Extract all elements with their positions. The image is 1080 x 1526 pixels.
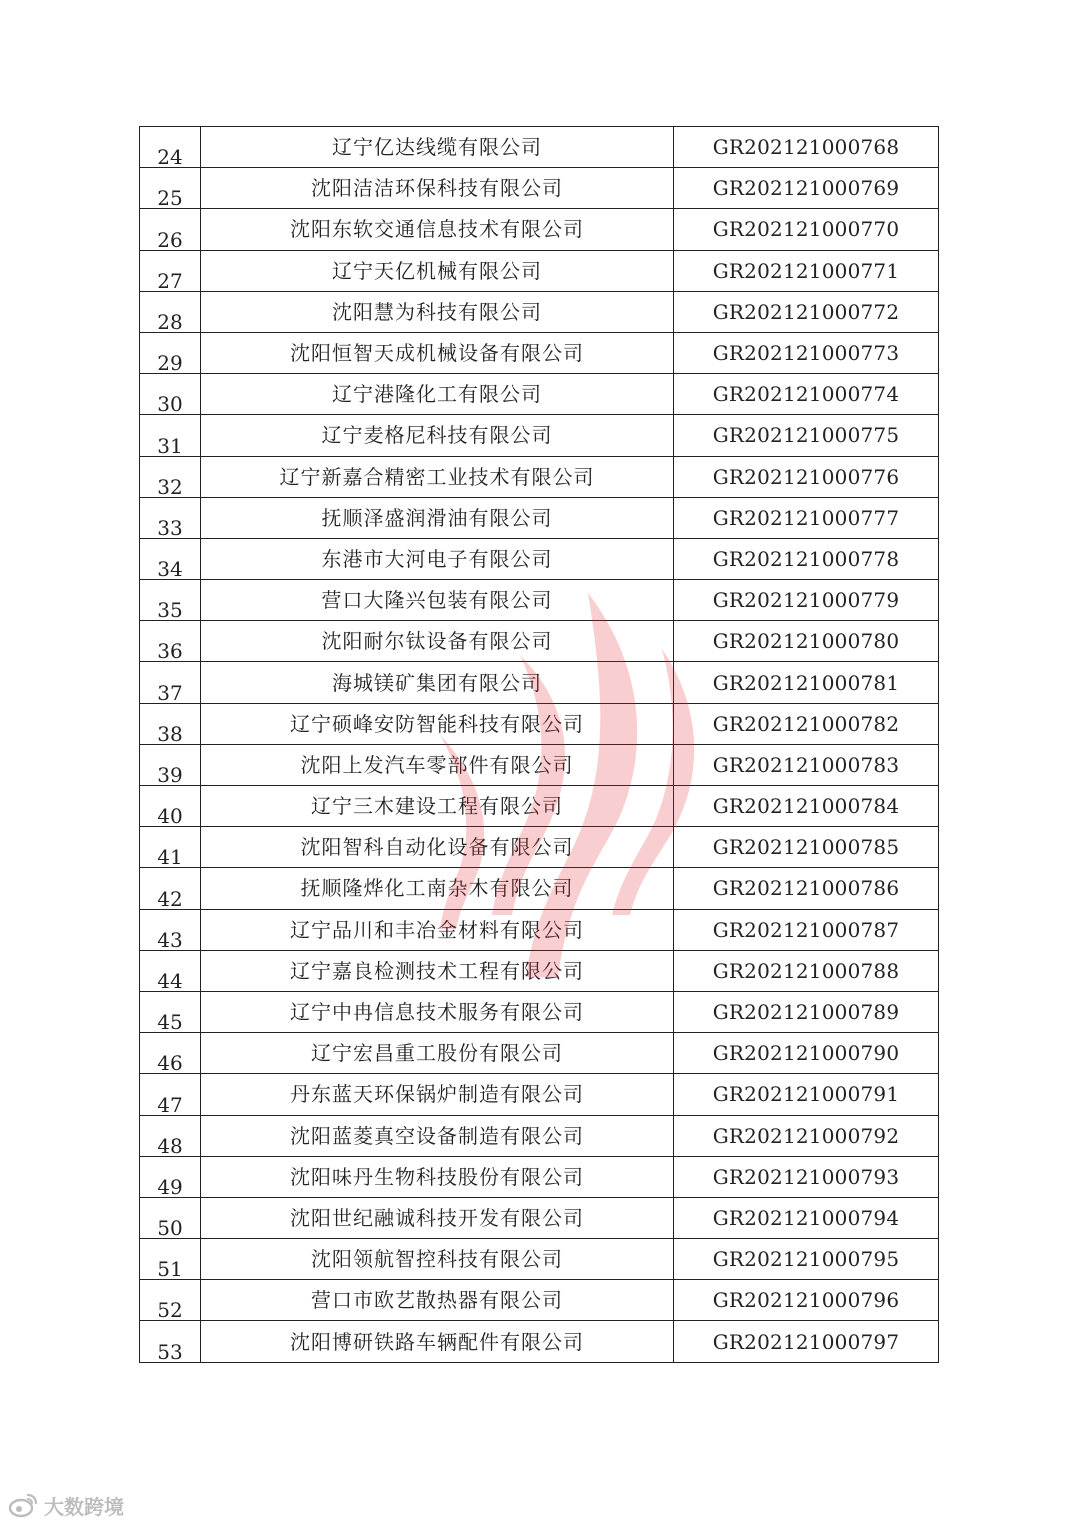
certificate-number-cell: GR202121000780	[674, 621, 939, 662]
table-row	[140, 538, 939, 579]
company-name-cell: 沈阳慧为科技有限公司	[201, 291, 674, 332]
table-row	[140, 456, 939, 497]
row-number-cell: 31	[140, 415, 201, 456]
company-name-cell: 海城镁矿集团有限公司	[201, 662, 674, 703]
company-name-cell: 辽宁麦格尼科技有限公司	[201, 415, 674, 456]
row-number-cell: 32	[140, 456, 201, 497]
table-row	[140, 909, 939, 950]
row-number-cell: 53	[140, 1321, 201, 1362]
company-name-cell: 辽宁三木建设工程有限公司	[201, 786, 674, 827]
table-row	[140, 1033, 939, 1074]
company-name-cell: 沈阳上发汽车零部件有限公司	[201, 744, 674, 785]
table-row	[140, 868, 939, 909]
table-row	[140, 621, 939, 662]
company-name-cell: 东港市大河电子有限公司	[201, 538, 674, 579]
table-row	[140, 497, 939, 538]
certificate-number-cell: GR202121000787	[674, 909, 939, 950]
row-number-cell: 28	[140, 291, 201, 332]
certificate-number-cell: GR202121000769	[674, 168, 939, 209]
company-list-table	[139, 126, 939, 1363]
company-name-cell: 辽宁硕峰安防智能科技有限公司	[201, 703, 674, 744]
certificate-number-cell: GR202121000778	[674, 538, 939, 579]
company-name-cell: 沈阳耐尔钛设备有限公司	[201, 621, 674, 662]
table-row	[140, 580, 939, 621]
table-row	[140, 374, 939, 415]
row-number-cell: 44	[140, 950, 201, 991]
row-number-cell: 34	[140, 538, 201, 579]
company-name-cell: 抚顺泽盛润滑油有限公司	[201, 497, 674, 538]
company-name-cell: 沈阳博研铁路车辆配件有限公司	[201, 1321, 674, 1362]
certificate-number-cell: GR202121000790	[674, 1033, 939, 1074]
row-number-cell: 35	[140, 580, 201, 621]
row-number-cell: 29	[140, 332, 201, 373]
row-number-cell: 49	[140, 1156, 201, 1197]
table-row	[140, 1115, 939, 1156]
certificate-number-cell: GR202121000786	[674, 868, 939, 909]
table-row	[140, 950, 939, 991]
certificate-number-cell: GR202121000788	[674, 950, 939, 991]
company-name-cell: 沈阳味丹生物科技股份有限公司	[201, 1156, 674, 1197]
company-name-cell: 辽宁港隆化工有限公司	[201, 374, 674, 415]
row-number-cell: 39	[140, 744, 201, 785]
footer-brand-text: 大数跨境	[44, 1494, 124, 1519]
weibo-logo-icon	[8, 1492, 38, 1518]
table-row	[140, 415, 939, 456]
certificate-number-cell: GR202121000775	[674, 415, 939, 456]
table-row	[140, 209, 939, 250]
company-name-cell: 沈阳世纪融诚科技开发有限公司	[201, 1197, 674, 1238]
table-row	[140, 1239, 939, 1280]
company-name-cell: 沈阳洁洁环保科技有限公司	[201, 168, 674, 209]
certificate-number-cell: GR202121000796	[674, 1280, 939, 1321]
certificate-number-cell: GR202121000771	[674, 250, 939, 291]
table-row	[140, 332, 939, 373]
company-name-cell: 沈阳东软交通信息技术有限公司	[201, 209, 674, 250]
certificate-number-cell: GR202121000782	[674, 703, 939, 744]
row-number-cell: 41	[140, 827, 201, 868]
certificate-number-cell: GR202121000768	[674, 127, 939, 168]
row-number-cell: 46	[140, 1033, 201, 1074]
table-row	[140, 1321, 939, 1362]
company-name-cell: 沈阳蓝菱真空设备制造有限公司	[201, 1115, 674, 1156]
table-row	[140, 662, 939, 703]
certificate-number-cell: GR202121000777	[674, 497, 939, 538]
row-number-cell: 37	[140, 662, 201, 703]
row-number-cell: 43	[140, 909, 201, 950]
row-number-cell: 38	[140, 703, 201, 744]
company-name-cell: 营口大隆兴包装有限公司	[201, 580, 674, 621]
row-number-cell: 45	[140, 991, 201, 1032]
table-row	[140, 291, 939, 332]
company-name-cell: 抚顺隆烨化工南杂木有限公司	[201, 868, 674, 909]
certificate-number-cell: GR202121000773	[674, 332, 939, 373]
certificate-number-cell: GR202121000797	[674, 1321, 939, 1362]
company-name-cell: 沈阳智科自动化设备有限公司	[201, 827, 674, 868]
company-name-cell: 沈阳领航智控科技有限公司	[201, 1239, 674, 1280]
table-row	[140, 1074, 939, 1115]
row-number-cell: 48	[140, 1115, 201, 1156]
row-number-cell: 52	[140, 1280, 201, 1321]
company-name-cell: 辽宁天亿机械有限公司	[201, 250, 674, 291]
certificate-number-cell: GR202121000792	[674, 1115, 939, 1156]
company-name-cell: 丹东蓝天环保锅炉制造有限公司	[201, 1074, 674, 1115]
table-row	[140, 1197, 939, 1238]
table-row	[140, 1280, 939, 1321]
table-row	[140, 744, 939, 785]
certificate-number-cell: GR202121000781	[674, 662, 939, 703]
certificate-number-cell: GR202121000774	[674, 374, 939, 415]
company-name-cell: 辽宁新嘉合精密工业技术有限公司	[201, 456, 674, 497]
certificate-number-cell: GR202121000776	[674, 456, 939, 497]
row-number-cell: 51	[140, 1239, 201, 1280]
company-name-cell: 营口市欧艺散热器有限公司	[201, 1280, 674, 1321]
table-row	[140, 703, 939, 744]
company-name-cell: 辽宁品川和丰冶金材料有限公司	[201, 909, 674, 950]
certificate-number-cell: GR202121000779	[674, 580, 939, 621]
table-row	[140, 250, 939, 291]
row-number-cell: 40	[140, 786, 201, 827]
row-number-cell: 26	[140, 209, 201, 250]
table-row	[140, 827, 939, 868]
row-number-cell: 25	[140, 168, 201, 209]
certificate-number-cell: GR202121000795	[674, 1239, 939, 1280]
certificate-number-cell: GR202121000770	[674, 209, 939, 250]
company-name-cell: 辽宁宏昌重工股份有限公司	[201, 1033, 674, 1074]
row-number-cell: 27	[140, 250, 201, 291]
certificate-number-cell: GR202121000794	[674, 1197, 939, 1238]
certificate-number-cell: GR202121000783	[674, 744, 939, 785]
certificate-number-cell: GR202121000785	[674, 827, 939, 868]
certificate-number-cell: GR202121000793	[674, 1156, 939, 1197]
row-number-cell: 47	[140, 1074, 201, 1115]
certificate-number-cell: GR202121000791	[674, 1074, 939, 1115]
certificate-number-cell: GR202121000784	[674, 786, 939, 827]
row-number-cell: 33	[140, 497, 201, 538]
company-name-cell: 辽宁嘉良检测技术工程有限公司	[201, 950, 674, 991]
table-row	[140, 127, 939, 168]
company-name-cell: 辽宁亿达线缆有限公司	[201, 127, 674, 168]
table-row	[140, 991, 939, 1032]
row-number-cell: 42	[140, 868, 201, 909]
row-number-cell: 24	[140, 127, 201, 168]
table-row	[140, 168, 939, 209]
company-list-body	[140, 127, 939, 1363]
company-name-cell: 沈阳恒智天成机械设备有限公司	[201, 332, 674, 373]
table-row	[140, 1156, 939, 1197]
row-number-cell: 50	[140, 1197, 201, 1238]
table-row	[140, 786, 939, 827]
footer-watermark	[8, 1490, 124, 1520]
company-name-cell: 辽宁中冉信息技术服务有限公司	[201, 991, 674, 1032]
row-number-cell: 30	[140, 374, 201, 415]
row-number-cell: 36	[140, 621, 201, 662]
certificate-number-cell: GR202121000789	[674, 991, 939, 1032]
certificate-number-cell: GR202121000772	[674, 291, 939, 332]
